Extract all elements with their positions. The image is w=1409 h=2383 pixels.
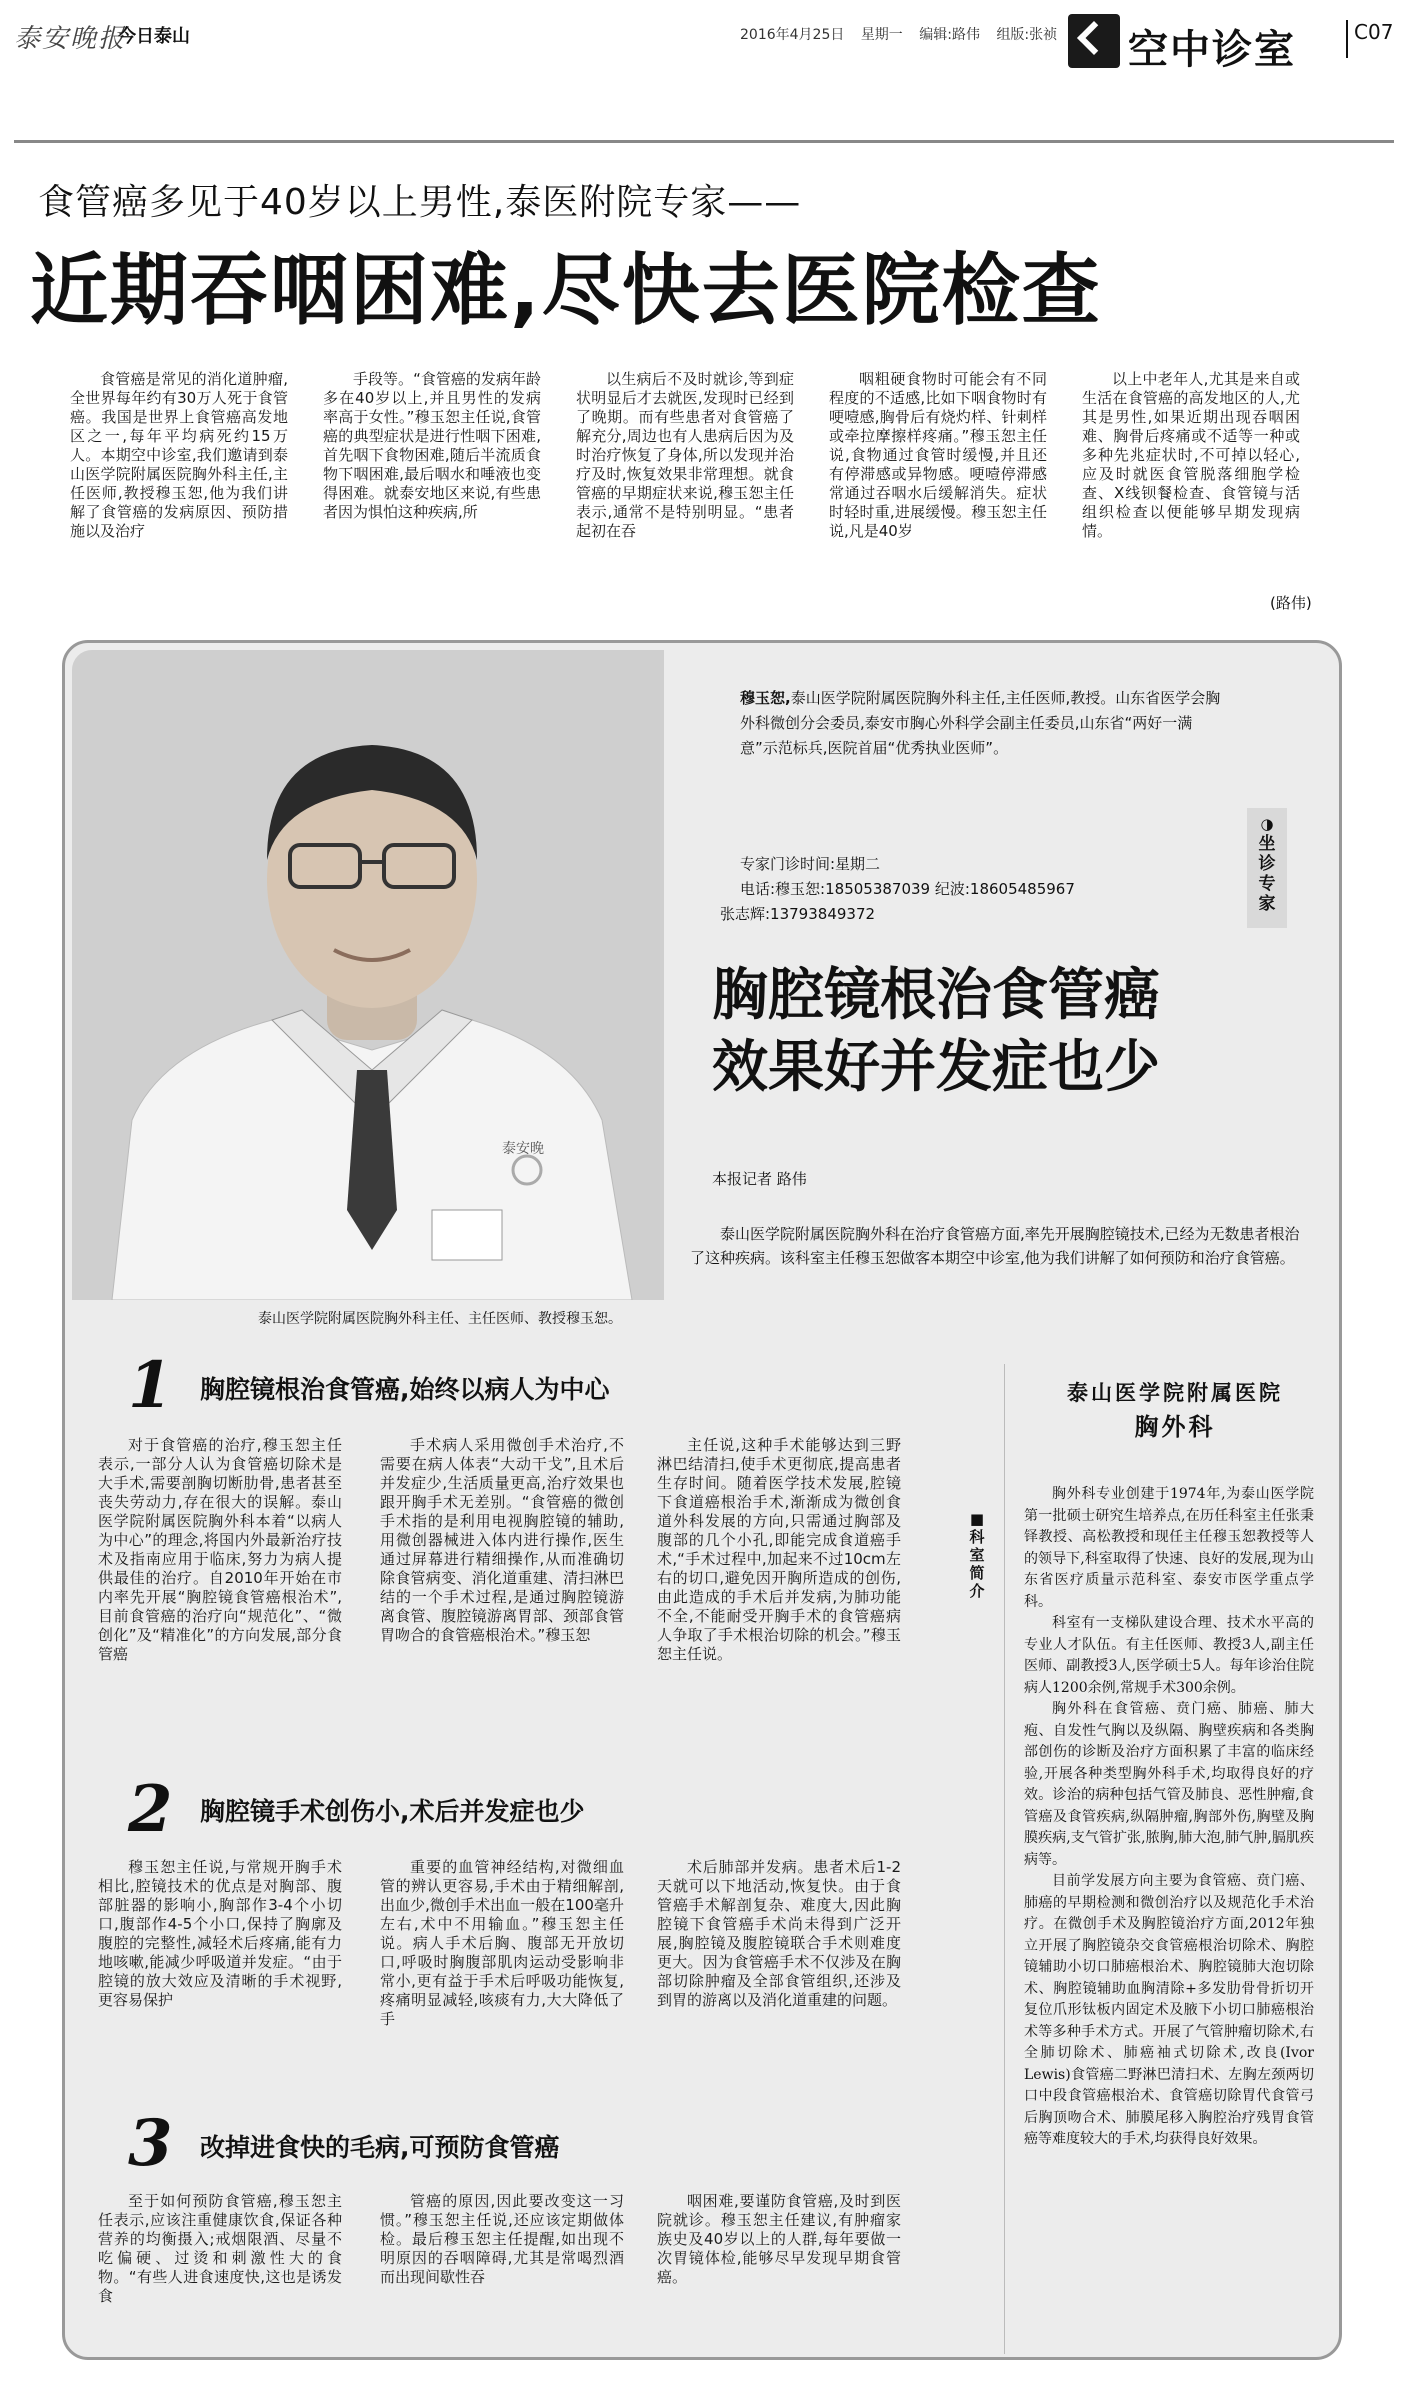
feature-lead: 泰山医学院附属医院胸外科在治疗食管癌方面,率先开展胸腔镜技术,已经为无数患者根治了这种疾病。该科室主任穆玉恕做客本期空中诊室,他为我们讲解了如何预防和治疗食管癌。 [690,1225,1300,1267]
section-number: 1 [128,1348,173,1423]
intro-column: 食管癌是常见的消化道肿瘤,全世界每年约有30万人死于食管癌。我国是世界上食管癌高发地区之一,每年平均病死约15万人。本期空中诊室,我们邀请到泰山医学院附属医院胸外科主任,主任医师,教授穆玉恕,他为我们讲解了食管癌的发病原因、预防措施以及治疗 [70,370,288,540]
photo-caption: 泰山医学院附属医院胸外科主任、主任医师、教授穆玉恕。 [258,1311,622,1327]
photo-coat-text: 泰安晚 [502,1141,544,1157]
column-mark-icon [1068,14,1120,68]
newspaper-logo: 泰安晚报 [14,24,127,54]
intro-byline: (路伟) [1270,594,1312,612]
intro-column: 以生病后不及时就诊,等到症状明显后才去就医,发现时已经到了晚期。而有些患者对食管癌了解充分,周边也有人患病后因为及时治疗恢复了身体,所以发现并治疗及时,恢复效果非常理想。就食管癌的早期症状来说,穆玉恕主任表示,通常不是特别明显。“患者起初在吞 [576,370,794,540]
expert-photo [72,650,664,1300]
issue-date: 2016年4月25日 [740,27,845,43]
intro-column: 以上中老年人,尤其是来自或生活在食管癌的高发地区的人,尤其是男性,如果近期出现吞咽困难、胸骨后疼痛或不适等一种或多种先兆症状时,不可掉以轻心,应及时就医食管脱落细胞学检查、X线钡餐检查、食管镜与活组织检查以便能够早期发现病情。 [1082,370,1300,540]
article-subhead: 食管癌多见于40岁以上男性,泰医附院专家—— [38,182,802,223]
expert-info [740,686,1230,761]
section-column: 咽困难,要谨防食管癌,及时到医院就诊。穆玉恕主任建议,有肿瘤家族史及40岁以上的人群,每年要做一次胃镜体检,能够尽早发现早期食管癌。 [657,2192,901,2286]
section-number: 2 [128,1772,173,1847]
section-column: 穆玉恕主任说,与常规开胸手术相比,腔镜技术的优点是对胸部、腹部脏器的影响小,胸部作3-4个小切口,腹部作4-5个小口,保持了胸廓及腹腔的完整性,减轻术后疼痛,能有力地咳嗽,能减少呼吸道并发症。“由于腔镜的放大效应及清晰的手术视野,更容易保护 [98,1858,342,2009]
section-column: 管癌的原因,因此要改变这一习惯。”穆玉恕主任说,还应该定期做体检。最后穆玉恕主任提醒,如出现不明原因的吞咽障碍,尤其是常喝烈酒而出现间歇性吞 [380,2192,624,2286]
section-heading: 改掉进食快的毛病,可预防食管癌 [200,2133,560,2162]
sitting-expert-badge [1247,808,1287,928]
issue-layout: 组版:张祯 [996,27,1058,43]
clinic-time: 专家门诊时间:星期二 [740,855,881,873]
top-divider [14,140,1394,143]
article-headline: 近期吞咽困难,尽快去医院检查 [30,246,1102,336]
section-column: 至于如何预防食管癌,穆玉恕主任表示,应该注重健康饮食,保证各种营养的均衡摄入;戒烟限酒、尽量不吃偏硬、过烫和刺激性大的食物。“有些人进食速度快,这也是诱发食 [98,2192,342,2305]
page-number: C07 [1346,20,1393,58]
half-circle-icon: ◑ [1260,815,1274,833]
square-bullet-icon: ■ [969,1510,985,1528]
section-column: 术后肺部并发病。患者术后1-2天就可以下地活动,恢复快。由于食管癌手术解剖复杂、难度大,因此胸腔镜下食管癌手术尚未得到广泛开展,胸腔镜及腹腔镜联合手术则难度更大。因为食管癌手术不仅涉及在胸部切除肿瘤及全部食管组织,还涉及到胃的游离以及消化道重建的问题。 [657,1858,901,2009]
sidebar-title: 泰山医学院附属医院 胸外科 [1067,1380,1283,1441]
intro-column: 手段等。“食管癌的发病年龄多在40岁以上,并且男性的发病率高于女性。”穆玉恕主任说,食管癌的典型症状是进行性咽下困难,首先咽下食物困难,随后半流质食物下咽困难,最后咽水和唾液也变得困难。就泰安地区来说,有些患者因为惧怕这种疾病,所 [323,370,541,521]
section-name: 今日泰山 [118,26,190,47]
feature-title: 胸腔镜根治食管癌 效果好并发症也少 [712,963,1160,1100]
issue-weekday: 星期一 [860,27,903,43]
section-column: 手术病人采用微创手术治疗,不需要在病人体表“大动干戈”,且术后并发症少,生活质量更高,治疗效果也跟开胸手术无差别。“食管癌的微创手术指的是利用电视胸腔镜的辅助,用微创器械进入体内进行操作,医生通过屏幕进行精细操作,从而准确切除食管病变、消化道重建、清扫淋巴结的一个手术过程,是通过胸腔镜游离食管、腹腔镜游离胃部、颈部食管胃吻合的食管癌根治术。”穆玉恕 [380,1436,624,1644]
phone-line-2: 张志辉:13793849372 [720,905,876,923]
reporter-byline: 本报记者 路伟 [712,1170,807,1188]
section-heading: 胸腔镜手术创伤小,术后并发症也少 [200,1797,585,1826]
section-column: 主任说,这种手术能够达到三野淋巴结清扫,使手术更彻底,提高患者生存时间。随着医学技术发展,腔镜下食道癌根治手术,渐渐成为微创食道外科发展的方向,只需通过胸部及腹部的几个小孔,即能完成食道癌手术,“手术过程中,加起来不过10cm左右的切口,避免因开胸所造成的创伤,由此造成的手术后并发病,为肺功能不全,不能耐受开胸手术的食管癌病人争取了手术根治切除的机会。”穆玉恕主任说。 [657,1436,901,1663]
expert-bio: 泰山医学院附属医院胸外科主任,主任医师,教授。山东省医学会胸外科微创分会委员,泰安市胸心外科学会副主任委员,山东省“两好一满意”示范标兵,医院首届“优秀执业医师”。 [740,689,1221,757]
section-number: 3 [128,2106,173,2181]
doctor-portrait-illustration [72,650,664,1300]
issue-editor: 编辑:路伟 [919,27,980,43]
section-column: 重要的血管神经结构,对微细血管的辨认更容易,手术由于精细解剖,出血少,微创手术出血一般在100毫升左右,术中不用输血。”穆玉恕主任说。病人手术后胸、腹部无开放切口,呼吸时胸腹部肌肉运动受影响非常小,更有益于手术后呼吸功能恢复,疼痛明显减轻,咳痰有力,大大降低了手 [380,1858,624,2028]
column-logo [1068,14,1360,73]
sidebar-label: ■ 科室简介 [966,1510,988,1600]
badge-label: 坐诊专家 [1258,834,1276,914]
intro-column: 咽粗硬食物时可能会有不同程度的不适感,比如下咽食物时有哽噎感,胸骨后有烧灼样、针刺样或牵拉摩擦样疼痛。”穆玉恕主任说,食物通过食管时缓慢,并且还有停滞感或异物感。哽噎停滞感常通过吞咽水后缓解消失。症状时轻时重,进展缓慢。穆玉恕主任说,凡是40岁 [829,370,1047,540]
phone-line: 电话:穆玉恕:18505387039 纪波:18605485967 [740,880,1075,898]
column-title: 空中诊室 [1128,27,1296,73]
section-column: 对于食管癌的治疗,穆玉恕主任表示,一部分人认为食管癌切除术是大手术,需要剖胸切断肋骨,患者甚至丧失劳动力,存在很大的误解。泰山医学院附属医院胸外科本着“以病人为中心”的理念,将国内外最新治疗技术及指南应用于临床,努力为病人提供最佳的治疗。自2010年开始在市内率先开展“胸腔镜食管癌根治术”,目前食管癌的治疗向“规范化”、“微创化”及“精准化”的方向发展,部分食管癌 [98,1436,342,1663]
expert-name: 穆玉恕, [740,689,791,707]
expert-contact [720,852,1300,927]
sidebar-body: 胸外科专业创建于1974年,为泰山医学院第一批硕士研究生培养点,在历任科室主任张秉铎教授、高松教授和现任主任穆玉恕教授等人的领导下,科室取得了快速、良好的发展,现为山东省医疗质量示范科室、泰安市医学重点学科。 科室有一支梯队建设合理、技术水平高的专业人才队伍。有主任医师、教授3人,副主任医师、副教授3人,医学硕士5人。每年诊治住院病人1200余例,常规手术300余例。 胸外科在食管癌、贲门癌、肺癌、肺大疱、自发性气胸以及纵隔、胸壁疾病和各类胸部创伤的诊断及治疗方面积累了丰富的临床经验,开展各种类型胸外科手术,均取得良好的疗效。诊治的病种包括气管及肺良、恶性肿瘤,食管癌及食管疾病,纵隔肿瘤,胸部外伤,胸壁及胸膜疾病,支气管扩张,脓胸,肺大泡,肺气肿,膈肌疾病等。 目前学发展方向主要为食管癌、贲门癌、肺癌的早期检测和微创治疗以及规范化手术治疗。在微创手术及胸腔镜治疗方面,2012年独立开展了胸腔镜杂交食管癌根治切除术、胸腔镜辅助小切口肺癌根治术、胸腔镜肺大泡切除术、胸腔镜辅助血胸清除+多发肋骨骨折切开复位爪形钛板内固定术及腋下小切口肺癌根治术等多种手术方式。开展了气管肿瘤切除术,右全肺切除术、肺癌袖式切除术,改良(Ivor Lewis)食管癌二野淋巴清扫术、左胸左颈两切口中段食管癌根治术、食管癌切除胃代食管弓后胸顶吻合术、肺膜尾移入胸腔治疗残胃食管癌等难度较大的手术,均获得良好效果。 [1024,1486,1314,2147]
issue-meta [740,24,1069,44]
section-heading: 胸腔镜根治食管癌,始终以病人为中心 [200,1375,610,1404]
